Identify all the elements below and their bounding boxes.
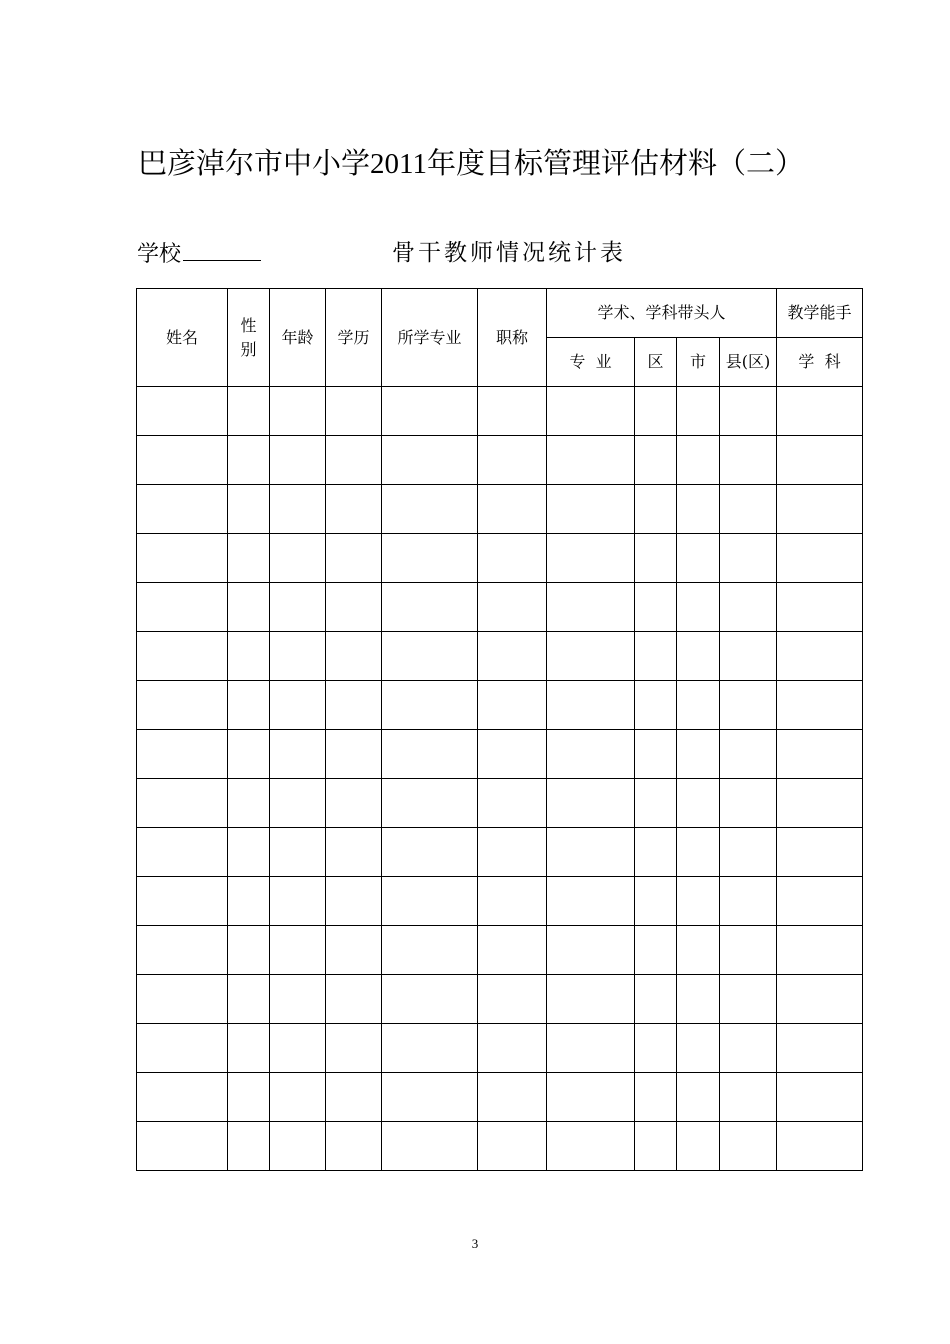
teacher-stats-table	[136, 288, 863, 1171]
cell-district[interactable]	[635, 975, 677, 1024]
cell-county[interactable]	[720, 730, 777, 779]
cell-specialty[interactable]	[547, 975, 635, 1024]
cell-major[interactable]	[382, 779, 478, 828]
cell-gender[interactable]	[228, 828, 270, 877]
cell-title[interactable]	[478, 779, 547, 828]
cell-district[interactable]	[635, 828, 677, 877]
cell-district[interactable]	[635, 534, 677, 583]
cell-specialty[interactable]	[547, 779, 635, 828]
cell-district[interactable]	[635, 485, 677, 534]
cell-title[interactable]	[478, 1024, 547, 1073]
cell-district[interactable]	[635, 1122, 677, 1171]
cell-subject[interactable]	[777, 534, 863, 583]
cell-name[interactable]	[137, 730, 228, 779]
cell-major[interactable]	[382, 632, 478, 681]
cell-district[interactable]	[635, 877, 677, 926]
cell-county[interactable]	[720, 632, 777, 681]
cell-county[interactable]	[720, 681, 777, 730]
cell-name[interactable]	[137, 387, 228, 436]
cell-specialty[interactable]	[547, 926, 635, 975]
cell-district[interactable]	[635, 436, 677, 485]
cell-gender[interactable]	[228, 485, 270, 534]
cell-county[interactable]	[720, 1073, 777, 1122]
cell-city[interactable]	[677, 1024, 720, 1073]
table-row	[137, 1073, 863, 1122]
cell-title[interactable]	[478, 1073, 547, 1122]
cell-title[interactable]	[478, 583, 547, 632]
cell-city[interactable]	[677, 975, 720, 1024]
cell-education[interactable]	[326, 1024, 382, 1073]
cell-name[interactable]	[137, 485, 228, 534]
cell-district[interactable]	[635, 681, 677, 730]
cell-city[interactable]	[677, 877, 720, 926]
cell-subject[interactable]	[777, 632, 863, 681]
page-number: 3	[471, 1236, 479, 1251]
cell-district[interactable]	[635, 1024, 677, 1073]
header-gender-line1: 性	[240, 315, 257, 335]
cell-subject[interactable]	[777, 975, 863, 1024]
cell-education[interactable]	[326, 1073, 382, 1122]
table-row	[137, 828, 863, 877]
cell-gender[interactable]	[228, 926, 270, 975]
cell-age[interactable]	[270, 681, 326, 730]
cell-name[interactable]	[137, 975, 228, 1024]
cell-gender[interactable]	[228, 681, 270, 730]
cell-specialty[interactable]	[547, 1024, 635, 1073]
cell-county[interactable]	[720, 975, 777, 1024]
cell-specialty[interactable]	[547, 632, 635, 681]
cell-education[interactable]	[326, 436, 382, 485]
cell-major[interactable]	[382, 1122, 478, 1171]
cell-major[interactable]	[382, 1073, 478, 1122]
cell-subject[interactable]	[777, 681, 863, 730]
cell-specialty[interactable]	[547, 828, 635, 877]
cell-name[interactable]	[137, 583, 228, 632]
cell-age[interactable]	[270, 1024, 326, 1073]
header-age: 年龄	[270, 289, 326, 387]
cell-education[interactable]	[326, 583, 382, 632]
cell-education[interactable]	[326, 877, 382, 926]
cell-city[interactable]	[677, 730, 720, 779]
cell-county[interactable]	[720, 1024, 777, 1073]
cell-specialty[interactable]	[547, 436, 635, 485]
cell-education[interactable]	[326, 828, 382, 877]
cell-gender[interactable]	[228, 583, 270, 632]
cell-name[interactable]	[137, 1073, 228, 1122]
cell-name[interactable]	[137, 1122, 228, 1171]
cell-age[interactable]	[270, 975, 326, 1024]
cell-title[interactable]	[478, 975, 547, 1024]
cell-subject[interactable]	[777, 730, 863, 779]
cell-city[interactable]	[677, 779, 720, 828]
header-academic-leader: 学术、学科带头人	[547, 289, 777, 338]
cell-gender[interactable]	[228, 387, 270, 436]
cell-specialty[interactable]	[547, 1122, 635, 1171]
cell-subject[interactable]	[777, 436, 863, 485]
cell-major[interactable]	[382, 975, 478, 1024]
table-row	[137, 387, 863, 436]
title-prefix: 巴彦淖尔市中小学	[138, 146, 371, 180]
header-city: 市	[677, 338, 720, 387]
cell-major[interactable]	[382, 534, 478, 583]
cell-title[interactable]	[478, 1122, 547, 1171]
cell-city[interactable]	[677, 632, 720, 681]
cell-gender[interactable]	[228, 779, 270, 828]
header-major: 所学专业	[382, 289, 478, 387]
cell-subject[interactable]	[777, 779, 863, 828]
cell-age[interactable]	[270, 632, 326, 681]
cell-name[interactable]	[137, 877, 228, 926]
cell-major[interactable]	[382, 828, 478, 877]
cell-education[interactable]	[326, 534, 382, 583]
cell-specialty[interactable]	[547, 1073, 635, 1122]
cell-age[interactable]	[270, 730, 326, 779]
cell-title[interactable]	[478, 632, 547, 681]
header-name: 姓名	[137, 289, 228, 387]
cell-subject[interactable]	[777, 1073, 863, 1122]
cell-title[interactable]	[478, 828, 547, 877]
cell-age[interactable]	[270, 926, 326, 975]
cell-subject[interactable]	[777, 583, 863, 632]
cell-education[interactable]	[326, 387, 382, 436]
cell-city[interactable]	[677, 436, 720, 485]
cell-city[interactable]	[677, 485, 720, 534]
cell-major[interactable]	[382, 926, 478, 975]
cell-age[interactable]	[270, 877, 326, 926]
header-teaching-expert: 教学能手	[777, 289, 863, 338]
cell-age[interactable]	[270, 1122, 326, 1171]
cell-specialty[interactable]	[547, 730, 635, 779]
cell-name[interactable]	[137, 436, 228, 485]
title-year: 2011	[370, 148, 427, 180]
header-gender-line2: 别	[240, 339, 257, 359]
cell-city[interactable]	[677, 387, 720, 436]
school-label: 学校	[137, 242, 182, 267]
header-gender	[228, 289, 270, 387]
header-title: 职称	[478, 289, 547, 387]
cell-gender[interactable]	[228, 1073, 270, 1122]
cell-gender[interactable]	[228, 730, 270, 779]
cell-city[interactable]	[677, 828, 720, 877]
table-row	[137, 779, 863, 828]
cell-title[interactable]	[478, 877, 547, 926]
cell-major[interactable]	[382, 583, 478, 632]
header-subject: 学 科	[777, 338, 863, 387]
header-district: 区	[635, 338, 677, 387]
cell-major[interactable]	[382, 485, 478, 534]
cell-gender[interactable]	[228, 534, 270, 583]
cell-education[interactable]	[326, 1122, 382, 1171]
cell-city[interactable]	[677, 681, 720, 730]
cell-education[interactable]	[326, 632, 382, 681]
table-row	[137, 1122, 863, 1171]
cell-specialty[interactable]	[547, 583, 635, 632]
cell-specialty[interactable]	[547, 681, 635, 730]
cell-major[interactable]	[382, 730, 478, 779]
cell-age[interactable]	[270, 583, 326, 632]
cell-major[interactable]	[382, 681, 478, 730]
table-title: 骨干教师情况统计表	[392, 240, 626, 266]
cell-county[interactable]	[720, 583, 777, 632]
cell-subject[interactable]	[777, 387, 863, 436]
table-row	[137, 632, 863, 681]
cell-major[interactable]	[382, 436, 478, 485]
cell-county[interactable]	[720, 779, 777, 828]
cell-district[interactable]	[635, 632, 677, 681]
cell-district[interactable]	[635, 779, 677, 828]
cell-age[interactable]	[270, 485, 326, 534]
cell-major[interactable]	[382, 1024, 478, 1073]
cell-gender[interactable]	[228, 1024, 270, 1073]
cell-title[interactable]	[478, 926, 547, 975]
cell-city[interactable]	[677, 534, 720, 583]
header-education: 学历	[326, 289, 382, 387]
cell-subject[interactable]	[777, 1122, 863, 1171]
cell-county[interactable]	[720, 828, 777, 877]
cell-education[interactable]	[326, 485, 382, 534]
table-row	[137, 1024, 863, 1073]
cell-name[interactable]	[137, 534, 228, 583]
table-row	[137, 975, 863, 1024]
cell-title[interactable]	[478, 730, 547, 779]
title-suffix: 年度目标管理评估材料（二）	[426, 146, 804, 180]
cell-education[interactable]	[326, 681, 382, 730]
cell-age[interactable]	[270, 436, 326, 485]
cell-city[interactable]	[677, 1073, 720, 1122]
table-row	[137, 926, 863, 975]
cell-district[interactable]	[635, 1073, 677, 1122]
cell-title[interactable]	[478, 387, 547, 436]
cell-district[interactable]	[635, 926, 677, 975]
table-row	[137, 681, 863, 730]
cell-major[interactable]	[382, 387, 478, 436]
cell-name[interactable]	[137, 926, 228, 975]
cell-county[interactable]	[720, 387, 777, 436]
table-row	[137, 583, 863, 632]
cell-education[interactable]	[326, 926, 382, 975]
cell-education[interactable]	[326, 975, 382, 1024]
cell-title[interactable]	[478, 534, 547, 583]
cell-education[interactable]	[326, 730, 382, 779]
cell-district[interactable]	[635, 730, 677, 779]
cell-specialty[interactable]	[547, 485, 635, 534]
cell-subject[interactable]	[777, 1024, 863, 1073]
cell-education[interactable]	[326, 779, 382, 828]
cell-age[interactable]	[270, 387, 326, 436]
cell-gender[interactable]	[228, 1122, 270, 1171]
cell-subject[interactable]	[777, 877, 863, 926]
table-row	[137, 877, 863, 926]
cell-county[interactable]	[720, 1122, 777, 1171]
cell-name[interactable]	[137, 632, 228, 681]
cell-title[interactable]	[478, 485, 547, 534]
cell-title[interactable]	[478, 436, 547, 485]
cell-specialty[interactable]	[547, 534, 635, 583]
table-row	[137, 485, 863, 534]
header-county: 县(区)	[720, 338, 777, 387]
cell-age[interactable]	[270, 534, 326, 583]
cell-subject[interactable]	[777, 485, 863, 534]
cell-age[interactable]	[270, 779, 326, 828]
cell-gender[interactable]	[228, 632, 270, 681]
cell-title[interactable]	[478, 681, 547, 730]
cell-gender[interactable]	[228, 877, 270, 926]
cell-gender[interactable]	[228, 975, 270, 1024]
cell-city[interactable]	[677, 1122, 720, 1171]
cell-county[interactable]	[720, 926, 777, 975]
cell-city[interactable]	[677, 926, 720, 975]
table-row	[137, 436, 863, 485]
school-blank-line[interactable]	[183, 238, 261, 261]
cell-name[interactable]	[137, 1024, 228, 1073]
cell-district[interactable]	[635, 387, 677, 436]
cell-major[interactable]	[382, 877, 478, 926]
cell-city[interactable]	[677, 583, 720, 632]
cell-county[interactable]	[720, 877, 777, 926]
cell-gender[interactable]	[228, 436, 270, 485]
cell-name[interactable]	[137, 828, 228, 877]
school-field	[137, 238, 261, 272]
table-row	[137, 534, 863, 583]
cell-name[interactable]	[137, 681, 228, 730]
cell-age[interactable]	[270, 828, 326, 877]
header-specialty: 专 业	[547, 338, 635, 387]
document-title	[138, 141, 858, 186]
cell-county[interactable]	[720, 436, 777, 485]
cell-name[interactable]	[137, 779, 228, 828]
cell-specialty[interactable]	[547, 877, 635, 926]
cell-subject[interactable]	[777, 926, 863, 975]
header-row-1	[137, 289, 863, 338]
cell-county[interactable]	[720, 534, 777, 583]
cell-county[interactable]	[720, 485, 777, 534]
cell-subject[interactable]	[777, 828, 863, 877]
cell-specialty[interactable]	[547, 387, 635, 436]
cell-age[interactable]	[270, 1073, 326, 1122]
cell-district[interactable]	[635, 583, 677, 632]
table-row	[137, 730, 863, 779]
